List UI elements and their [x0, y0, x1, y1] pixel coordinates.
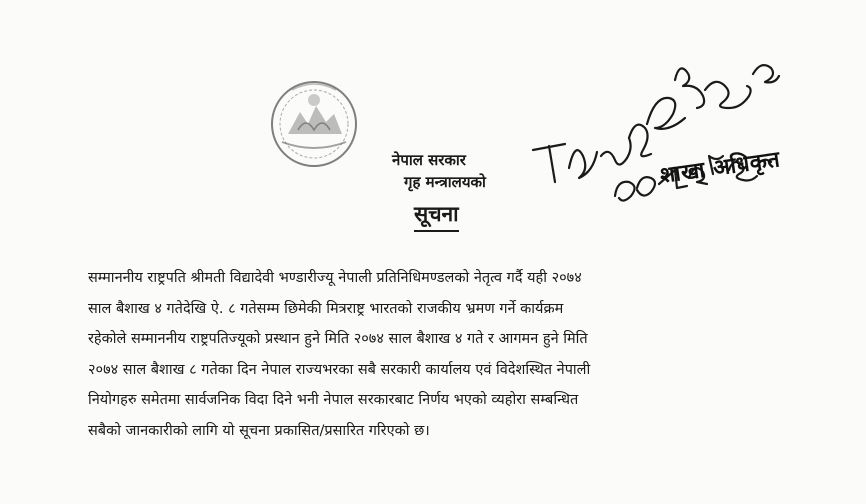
body-line: सबैको जानकारीको लागि यो सूचना प्रकासित/प्रसारित गरिएको छ। — [88, 422, 430, 439]
ministry-seal — [252, 72, 392, 222]
signature-scribble-icon — [525, 50, 825, 230]
government-name: नेपाल सरकार — [392, 151, 466, 169]
notice-title: सूचना — [414, 200, 459, 232]
notice-body — [88, 263, 828, 446]
handwritten-signature — [525, 50, 825, 230]
body-line: साल बैशाख ४ गतेदेखि ऐ. ८ गतेसम्म छिमेकी मित्रराष्ट्र भारतको राजकीय भ्रमण गर्ने कार्यक्रम — [88, 300, 564, 317]
body-line: रहेकोले सम्माननीय राष्ट्रपतिज्यूको प्रस्थान हुने मिति २०७४ साल बैशाख ४ गते र आगमन हुने मिति — [88, 331, 588, 347]
seal-emblem-icon — [252, 72, 392, 222]
officer-title-stamp: शाखा अधिकृत — [658, 147, 782, 189]
ministry-name: गृह मन्त्रालयको — [404, 173, 486, 191]
body-line: सम्माननीय राष्ट्रपति श्रीमती विद्यादेवी भण्डारीज्यू नेपाली प्रतिनिधिमण्डलको नेतृत्व गर्दै यही २०७४ — [88, 270, 582, 286]
body-line: २०७४ साल बैशाख ८ गतेका दिन नेपाल राज्यभरका सबै सरकारी कार्यालय एवं विदेशस्थित नेपाली — [88, 361, 591, 378]
body-line: नियोगहरु समेतमा सार्वजनिक विदा दिने भनी नेपाल सरकारबाट निर्णय भएको व्यहोरा सम्बन्धित — [88, 392, 579, 408]
